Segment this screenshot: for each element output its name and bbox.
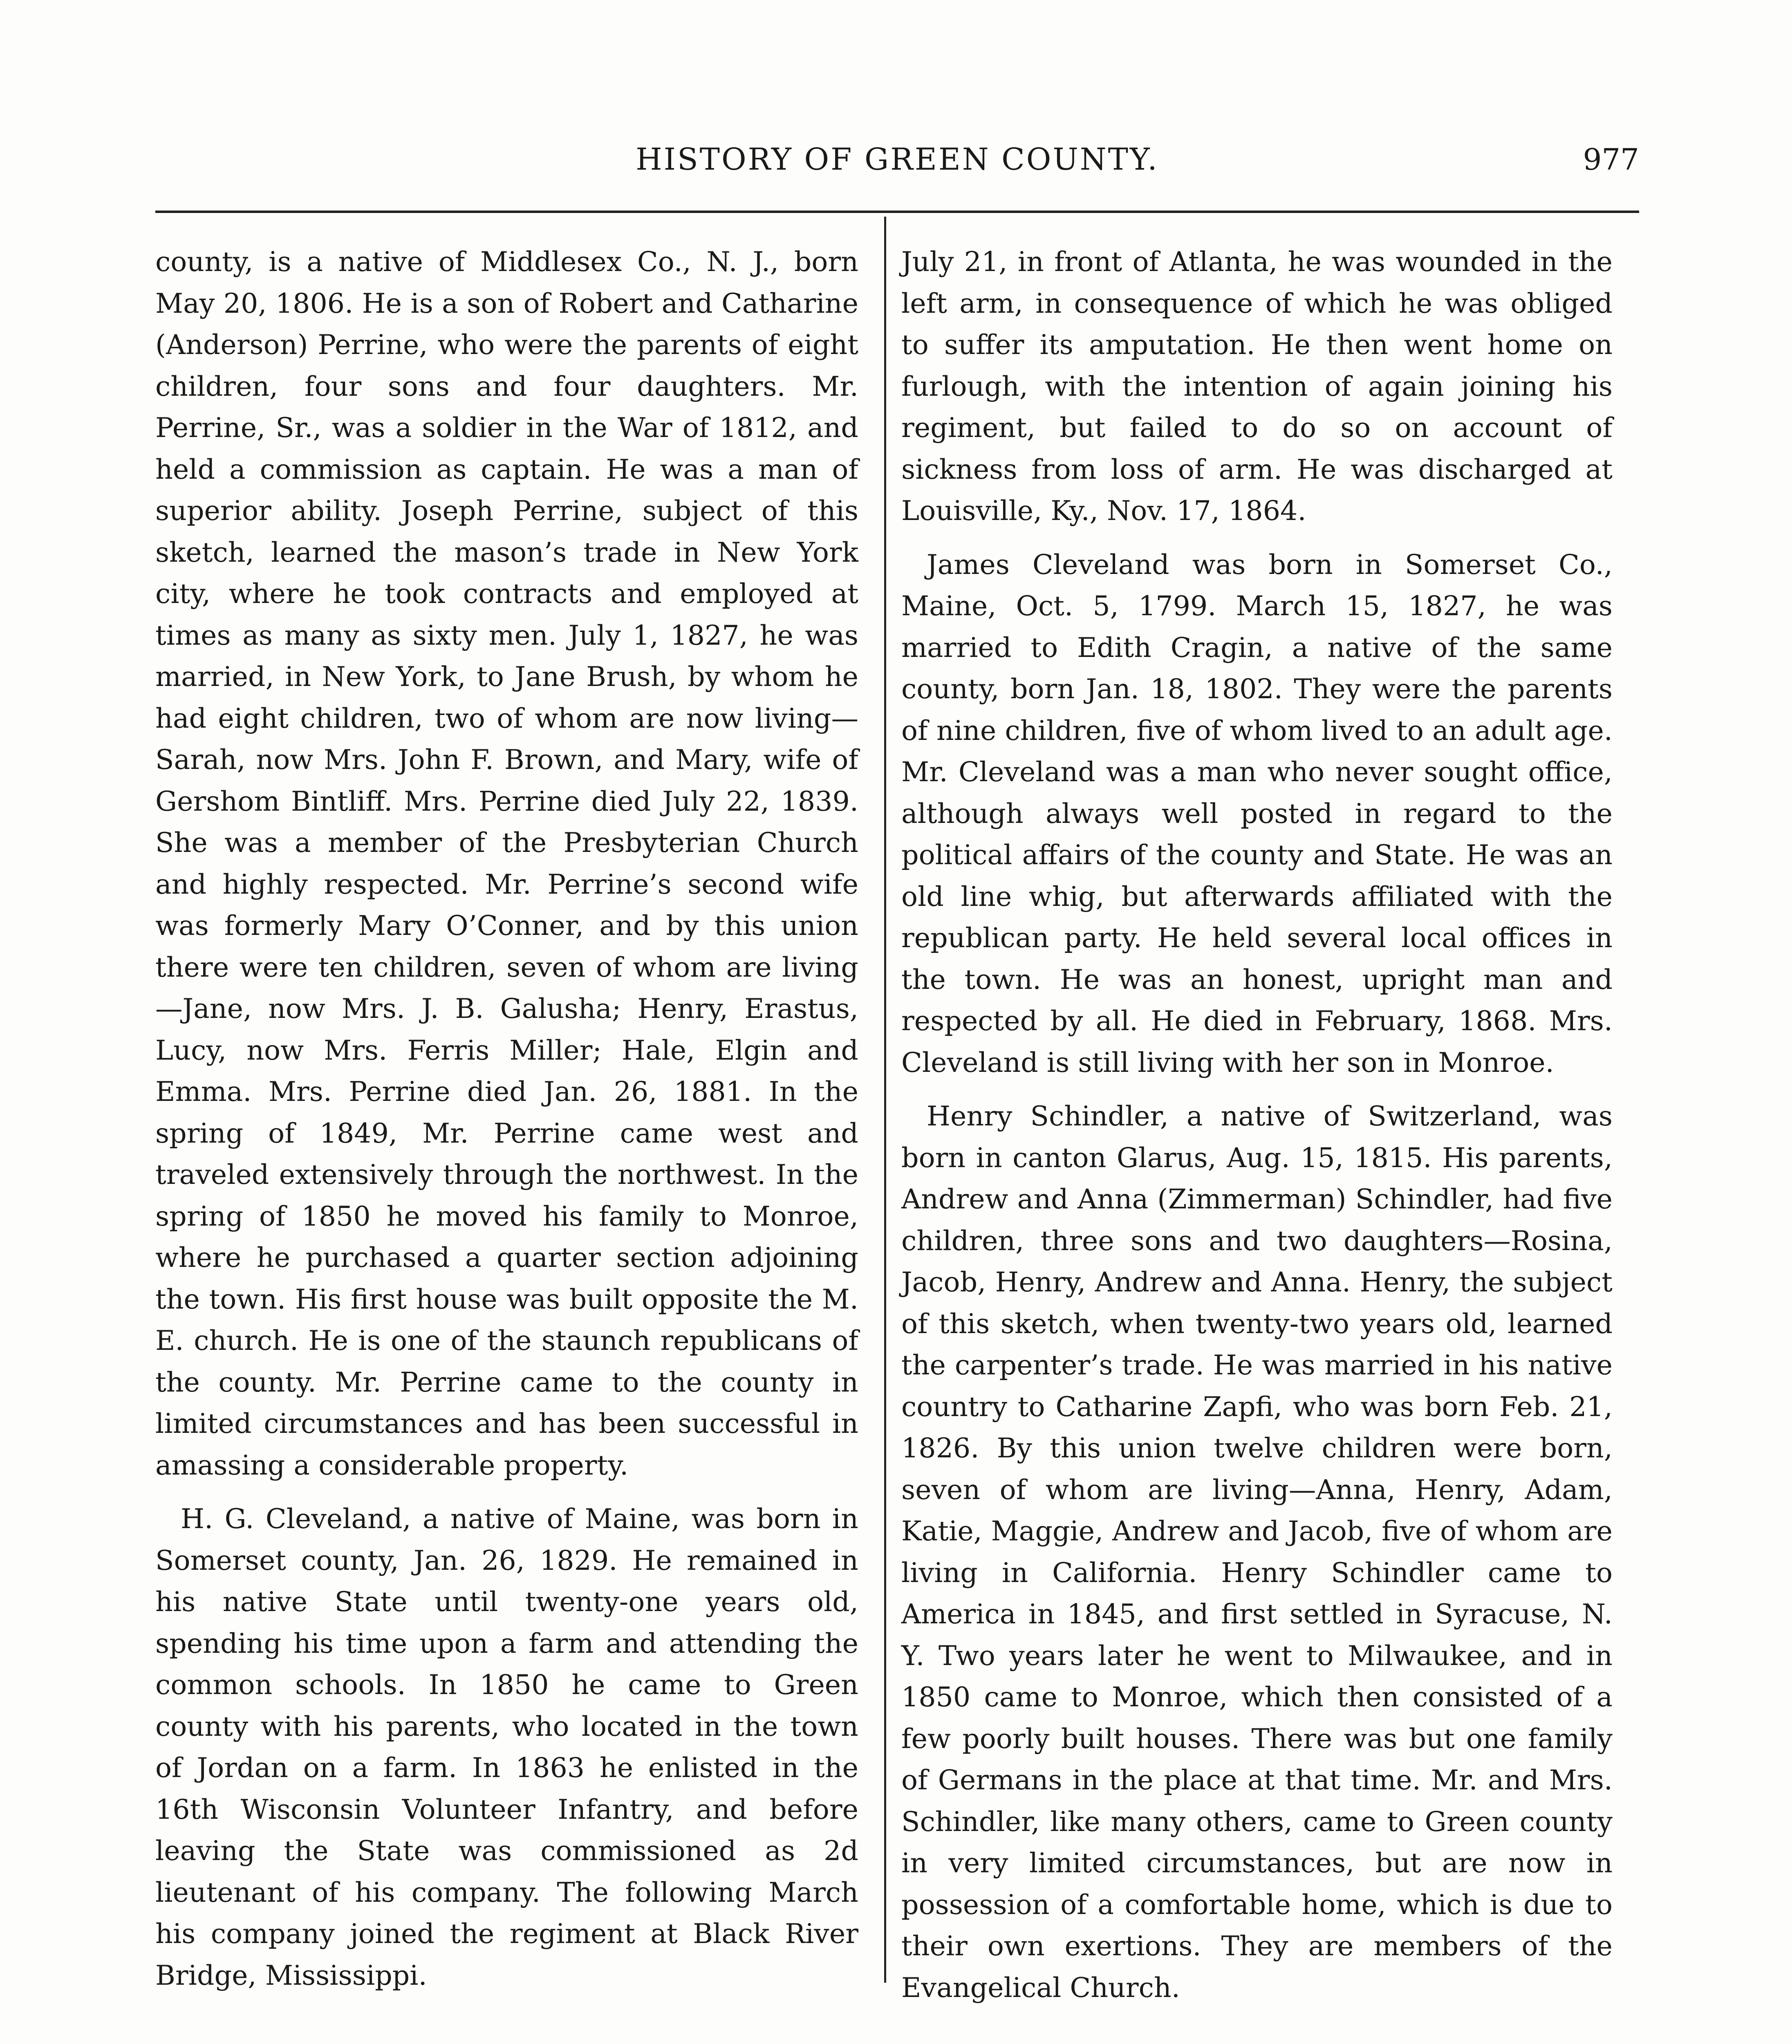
paragraph-perrine-continued: county, is a native of Middlesex Co., N. J., born May 20, 1806. He is a son of Robert and Catharine (Anderson) Perrine, who were the parents of eight children, four sons and four daughters. Mr. Perrine, Sr., was a soldier in the War of 1812, and held a commission as captain. He was a man of superior ability. Joseph Perrine, subject of this sketch, learned the mason’s trade in New York city, where he took contracts and employed at times as many as sixty men. July 1, 1827, he was married, in New York, to Jane Brush, by whom he had eight children, two of whom are now living—Sarah, now Mrs. John F. Brown, and Mary, wife of Gershom Bintliff. Mrs. Perrine died July 22, 1839. She was a member of the Presbyterian Church and highly respected. Mr. Perrine’s second wife was formerly Mary O’Conner, and by this union there were ten children, seven of whom are living—Jane, now Mrs. J. B. Galusha; Henry, Erastus, Lucy, now Mrs. Ferris Miller; Hale, Elgin and Emma. Mrs. Perrine died Jan. 26, 1881. In the spring of 1849, Mr. Perrine came west and traveled extensively through the northwest. In the spring of 1850 he moved his family to Monroe, where he purchased a quarter section adjoining the town. His first house was built opposite the M. E. church. He is one of the staunch republicans of the county. Mr. Perrine came to the county in limited circumstances and has been successful in amassing a considerable property. [155,246,858,1481]
page-number: 977 [1583,142,1639,177]
paragraph-henry-schindler: Henry Schindler, a native of Switzerland, was born in canton Glarus, Aug. 15, 1815. His parents, Andrew and Anna (Zimmerman) Schindler, had five children, three sons and two daughters—Rosina, Jacob, Henry, Andrew and Anna. Henry, the subject of this sketch, when twenty-two years old, learned the carpenter’s trade. He was married in his native country to Catharine Zapfi, who was born Feb. 21, 1826. By this union twelve children were born, seven of whom are living—Anna, Henry, Adam, Katie, Maggie, Andrew and Jacob, five of whom are living in California. Henry Schindler came to America in 1845, and first settled in Syracuse, N. Y. Two years later he went to Milwaukee, and in 1850 came to Monroe, which then consisted of a few poorly built houses. There was but one family of Germans in the place at that time. Mr. and Mrs. Schindler, like many others, came to Green county in very limited circumstances, but are now in possession of a comfortable home, which is due to their own exertions. They are members of the Evangelical Church. [901,1100,1613,2004]
right-column [901,241,1613,2021]
paragraph-hg-cleveland: H. G. Cleveland, a native of Maine, was born in Somerset county, Jan. 26, 1829. He remained in his native State until twenty-one years old, spending his time upon a farm and attending the common schools. In 1850 he came to Green county with his parents, who located in the town of Jordan on a farm. In 1863 he enlisted in the 16th Wisconsin Volunteer Infantry, and before leaving the State was commissioned as 2d lieutenant of his company. The following March his company joined the regiment at Black River Bridge, Mississippi. [155,1503,858,1991]
column-divider [884,217,886,1983]
page-header [155,135,1639,184]
running-title: HISTORY OF GREEN COUNTY. [636,142,1159,177]
paragraph-james-cleveland: James Cleveland was born in Somerset Co., Maine, Oct. 5, 1799. March 15, 1827, he was married to Edith Cragin, a native of the same county, born Jan. 18, 1802. They were the parents of nine children, five of whom lived to an adult age. Mr. Cleveland was a man who never sought office, although always well posted in regard to the political affairs of the county and State. He was an old line whig, but afterwards affiliated with the republican party. He held several local offices in the town. He was an honest, upright man and respected by all. He died in February, 1868. Mrs. Cleveland is still living with her son in Monroe. [901,548,1613,1078]
left-column [155,241,858,2008]
header-rule [155,211,1639,213]
paragraph-hg-cleveland-continued: July 21, in front of Atlanta, he was wounded in the left arm, in consequence of which he was obliged to suffer its amputation. He then went home on furlough, with the intention of again joining his regiment, but failed to do so on account of sickness from loss of arm. He was discharged at Louisville, Ky., Nov. 17, 1864. [901,246,1613,527]
